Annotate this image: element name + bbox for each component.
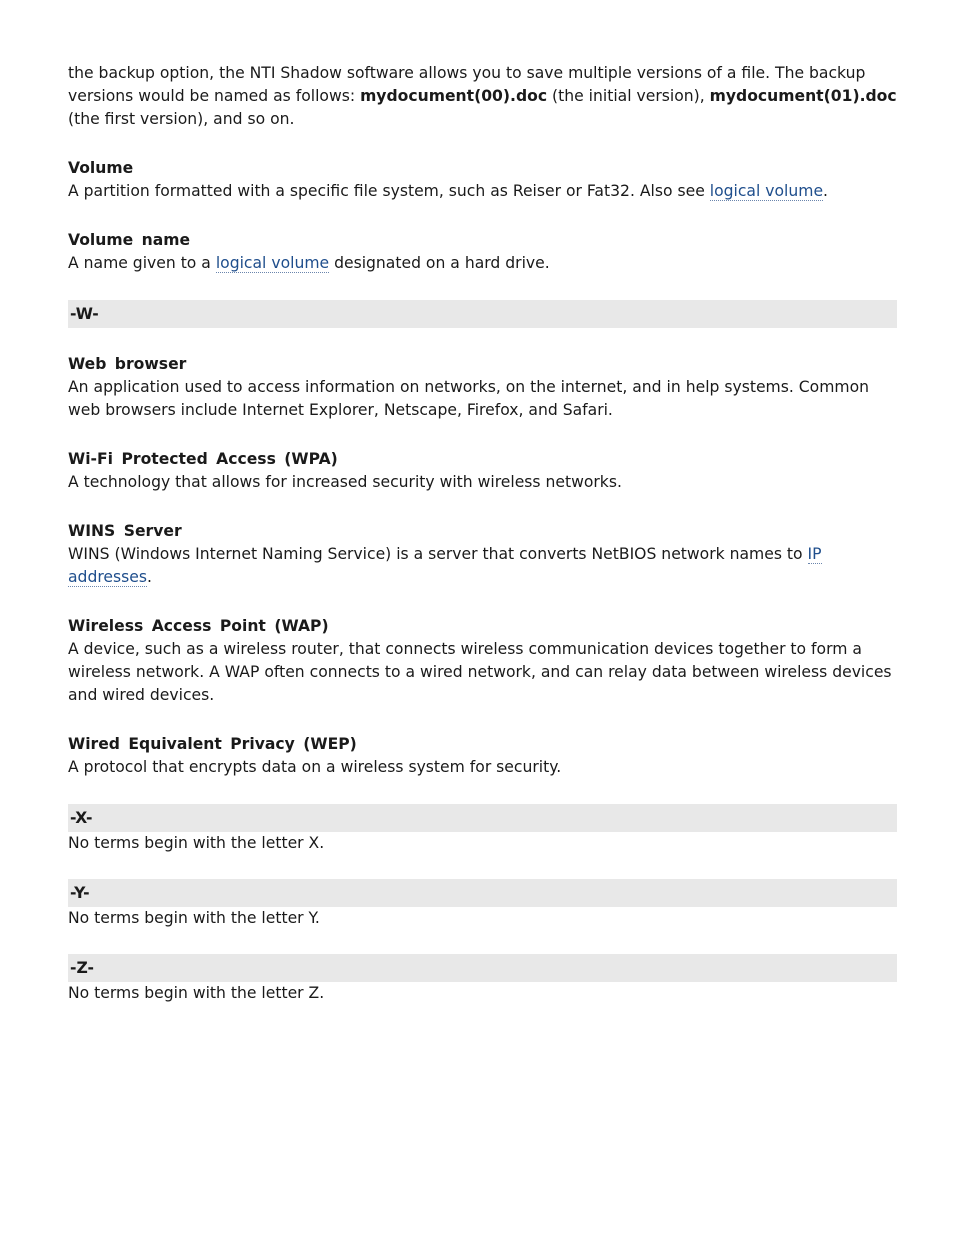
- definition-text-end: designated on a hard drive.: [329, 254, 550, 272]
- term-volume-name: Volume name: [68, 231, 191, 249]
- section-x: [68, 804, 897, 855]
- section-header-w: -W-: [68, 300, 897, 328]
- filename-first: mydocument(01).doc: [709, 87, 897, 105]
- glossary-page: [68, 62, 897, 1029]
- definition-volume-name: [68, 252, 897, 275]
- section-header-z: -Z-: [68, 954, 897, 982]
- definition-volume: [68, 180, 897, 203]
- intro-text-1: the backup option, the NTI Shadow software allows you to save multiple versions of a file. The backup versions would be named as follows:: [68, 64, 866, 105]
- link-logical-volume[interactable]: logical volume: [215, 254, 330, 272]
- intro-text-2: (the initial version),: [547, 87, 710, 105]
- definition-wap: A device, such as a wireless router, that connects wireless communication devices together to form a wireless network. A WAP often connects to a wired network, and can relay data between wireless devices and wired devices.: [68, 640, 892, 704]
- definition-text: A partition formatted with a specific file system, such as Reiser or Fat32. Also see: [68, 182, 710, 200]
- section-y: [68, 879, 897, 930]
- term-wins-server: WINS Server: [68, 522, 182, 540]
- definition-wep: A protocol that encrypts data on a wireless system for security.: [68, 758, 562, 776]
- definition-text-end: .: [146, 568, 152, 586]
- glossary-entry-volume: [68, 156, 897, 203]
- definition-text: A name given to a: [68, 254, 216, 272]
- section-note-x: No terms begin with the letter X.: [68, 834, 325, 852]
- glossary-entry-wpa: [68, 447, 897, 494]
- definition-web-browser: An application used to access information on networks, on the internet, and in help systems. Common web browsers include Internet Explorer, Netscape, Firefox, and Safari.: [68, 378, 870, 419]
- glossary-entry-wep: [68, 732, 897, 779]
- term-volume: Volume: [68, 159, 134, 177]
- definition-wpa: A technology that allows for increased security with wireless networks.: [68, 473, 622, 491]
- link-ip-addresses[interactable]: IP addresses: [68, 545, 822, 586]
- section-note-z: No terms begin with the letter Z.: [68, 984, 325, 1002]
- term-web-browser: Web browser: [68, 355, 187, 373]
- definition-text-end: .: [823, 182, 829, 200]
- filename-initial: mydocument(00).doc: [360, 87, 548, 105]
- glossary-entry-web-browser: [68, 352, 897, 422]
- section-z: [68, 954, 897, 1005]
- glossary-entry-wap: [68, 614, 897, 707]
- definition-wins-server: [68, 543, 897, 589]
- link-logical-volume[interactable]: logical volume: [709, 182, 824, 200]
- definition-text: WINS (Windows Internet Naming Service) is a server that converts NetBIOS network names to: [68, 545, 808, 563]
- term-wep: Wired Equivalent Privacy (WEP): [68, 735, 357, 753]
- term-wap: Wireless Access Point (WAP): [68, 617, 329, 635]
- section-note-y: No terms begin with the letter Y.: [68, 909, 320, 927]
- glossary-entry-wins-server: [68, 519, 897, 589]
- term-wpa: Wi-Fi Protected Access (WPA): [68, 450, 338, 468]
- section-header-y: -Y-: [68, 879, 897, 907]
- intro-text-3: (the first version), and so on.: [68, 110, 295, 128]
- section-header-x: -X-: [68, 804, 897, 832]
- glossary-entry-volume-name: [68, 228, 897, 275]
- intro-paragraph: [68, 62, 897, 131]
